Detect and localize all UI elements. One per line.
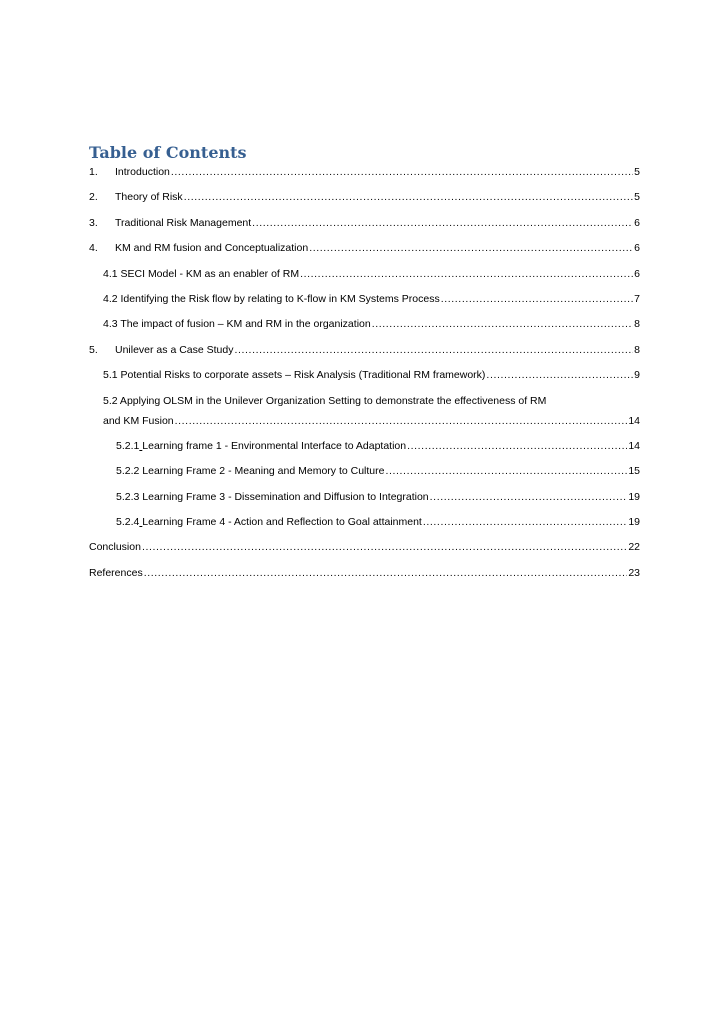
toc-entry-page: 15 bbox=[628, 465, 640, 478]
toc-entry-section-number: 5.2.1 bbox=[116, 439, 140, 452]
toc-entry-title: Conclusion bbox=[89, 541, 141, 554]
toc-dot-leader bbox=[372, 317, 633, 331]
toc-entries bbox=[89, 165, 640, 580]
toc-entry-5-2-3[interactable] bbox=[89, 490, 640, 504]
toc-entry-title: References bbox=[89, 566, 143, 579]
toc-entry-title: Unilever as a Case Study bbox=[115, 343, 234, 356]
toc-entry-title: Theory of Risk bbox=[115, 191, 183, 204]
toc-entry-page: 8 bbox=[634, 318, 640, 331]
toc-entry-page: 6 bbox=[634, 242, 640, 255]
toc-entry-title: Traditional Risk Management bbox=[115, 216, 252, 229]
toc-entry-4-1[interactable] bbox=[89, 267, 640, 281]
toc-entry-4-2[interactable] bbox=[89, 292, 640, 306]
toc-entry-title: 5.2.2 Learning Frame 2 - Meaning and Memory to Culture bbox=[116, 465, 385, 478]
toc-entry-line2 bbox=[103, 414, 640, 428]
toc-entry-5-2-2[interactable] bbox=[89, 464, 640, 478]
toc-entry-introduction[interactable] bbox=[89, 165, 640, 179]
toc-entry-title: KM and RM fusion and Conceptualization bbox=[115, 242, 309, 255]
toc-entry-title-line2: and KM Fusion bbox=[103, 414, 174, 427]
toc-entry-page: 23 bbox=[628, 566, 640, 579]
toc-entry-page: 22 bbox=[628, 541, 640, 554]
toc-dot-leader bbox=[175, 414, 628, 428]
toc-entry-number: 1. bbox=[89, 166, 98, 178]
toc-dot-leader bbox=[486, 368, 633, 382]
toc-entry-5-2-1[interactable] bbox=[89, 439, 640, 453]
toc-entry-page: 5 bbox=[634, 191, 640, 204]
toc-dot-leader bbox=[309, 241, 633, 255]
toc-entry-section-title: Learning frame 1 - Environmental Interface to Adaptation bbox=[142, 439, 407, 452]
toc-entry-title-line1: 5.2 Applying OLSM in the Unilever Organization Setting to demonstrate the effectiveness of RM bbox=[103, 394, 547, 407]
toc-entry-title: 5.1 Potential Risks to corporate assets – Risk Analysis (Traditional RM framework) bbox=[103, 369, 486, 382]
toc-entry-title bbox=[116, 515, 422, 529]
toc-entry-number: 2. bbox=[89, 191, 98, 204]
toc-entry-references[interactable] bbox=[89, 566, 640, 580]
toc-entry-number: 4. bbox=[89, 242, 98, 255]
toc-dot-leader bbox=[423, 515, 627, 529]
toc-entry-section-title: Learning Frame 4 - Action and Reflection to Goal attainment bbox=[142, 516, 422, 529]
toc-entry-title: 4.3 The impact of fusion – KM and RM in the organization bbox=[103, 318, 371, 331]
toc-entry-unilever-case-study[interactable] bbox=[89, 343, 640, 357]
toc-entry-conclusion[interactable] bbox=[89, 540, 640, 554]
toc-entry-title: 4.1 SECI Model - KM as an enabler of RM bbox=[103, 267, 300, 280]
toc-entry-title: 4.2 Identifying the Risk flow by relating to K-flow in KM Systems Process bbox=[103, 292, 440, 305]
toc-entry-km-rm-fusion[interactable] bbox=[89, 241, 640, 255]
toc-dot-leader bbox=[252, 216, 633, 230]
toc-entry-number: 3. bbox=[89, 216, 98, 229]
toc-entry-page: 14 bbox=[628, 414, 640, 427]
toc-entry-title bbox=[116, 439, 406, 453]
toc-dot-leader bbox=[184, 190, 633, 204]
toc-entry-page: 19 bbox=[628, 490, 640, 503]
toc-dot-leader bbox=[144, 566, 628, 580]
toc-entry-4-3[interactable] bbox=[89, 317, 640, 331]
toc-dot-leader bbox=[385, 464, 627, 478]
toc-dot-leader bbox=[300, 267, 633, 281]
toc-dot-leader bbox=[441, 292, 633, 306]
toc-entry-traditional-risk-management[interactable] bbox=[89, 216, 640, 230]
toc-entry-number: 5. bbox=[89, 343, 98, 356]
toc-entry-page: 9 bbox=[634, 369, 640, 382]
table-of-contents bbox=[89, 141, 640, 591]
toc-entry-5-2[interactable] bbox=[89, 394, 640, 428]
toc-heading: Table of Contents bbox=[89, 143, 247, 162]
toc-dot-leader bbox=[430, 490, 628, 504]
toc-entry-5-2-4[interactable] bbox=[89, 515, 640, 529]
toc-entry-page: 19 bbox=[628, 516, 640, 529]
toc-entry-theory-of-risk[interactable] bbox=[89, 190, 640, 204]
toc-entry-title: Introduction bbox=[115, 166, 170, 178]
toc-entry-page: 14 bbox=[628, 439, 640, 452]
toc-dot-leader bbox=[407, 439, 627, 453]
toc-entry-5-1[interactable] bbox=[89, 368, 640, 382]
toc-entry-page: 6 bbox=[634, 216, 640, 229]
toc-entry-page: 6 bbox=[634, 267, 640, 280]
toc-dot-leader bbox=[234, 343, 633, 357]
toc-entry-title: 5.2.3 Learning Frame 3 - Dissemination and Diffusion to Integration bbox=[116, 490, 429, 503]
toc-entry-section-number: 5.2.4 bbox=[116, 516, 140, 529]
toc-entry-page: 8 bbox=[634, 343, 640, 356]
toc-entry-page: 5 bbox=[634, 166, 640, 178]
toc-dot-leader bbox=[171, 165, 633, 179]
toc-dot-leader bbox=[142, 540, 627, 554]
toc-entry-page: 7 bbox=[634, 292, 640, 305]
